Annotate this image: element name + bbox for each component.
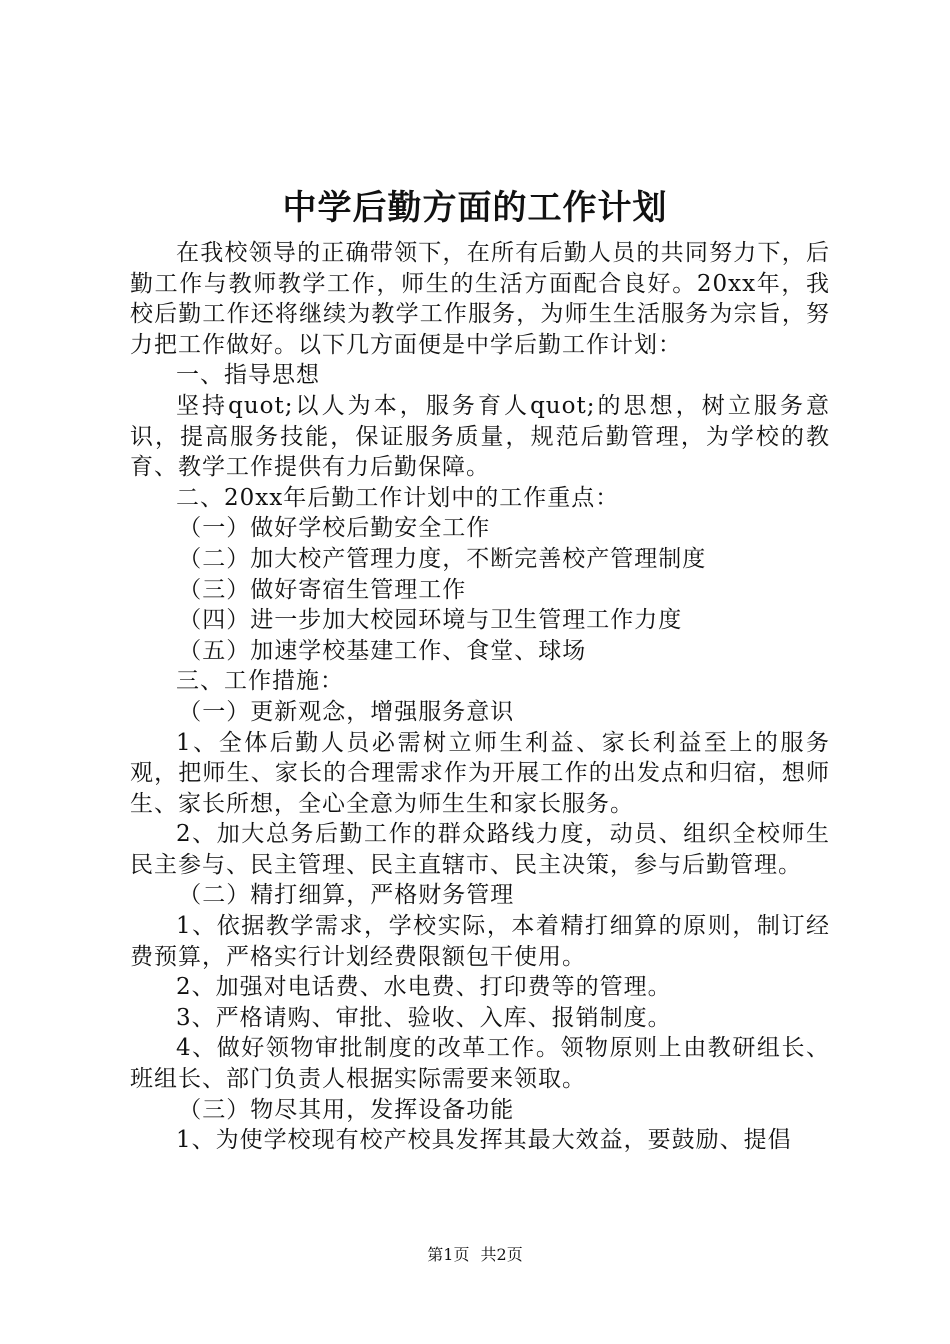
- page-number: 第1页: [427, 1245, 470, 1264]
- section-heading-key-points: 二、20xx年后勤工作计划中的工作重点：: [176, 484, 620, 511]
- paragraph-guiding-ideology: 坚持quot;以人为本，服务育人quot;的思想，树立服务意识，提高服务技能，保证服务质量，规范后勤管理，为学校的教育、教学工作提供有力后勤保障。: [130, 392, 830, 481]
- subsection-heading-1: （一）更新观念，增强服务意识: [178, 698, 515, 725]
- subsection-heading-2: （二）精打细算，严格财务管理: [178, 882, 515, 909]
- section-heading-guiding-ideology: 一、指导思想: [176, 362, 320, 389]
- list-item-key-point-1: （一）做好学校后勤安全工作: [178, 515, 491, 542]
- paragraph-measure-1-2: 2、加大总务后勤工作的群众路线力度，动员、组织全校师生民主参与、民主管理、民主直辖市、民主决策，参与后勤管理。: [130, 821, 830, 878]
- section-heading-measures: 三、工作措施：: [176, 668, 344, 695]
- paragraph-measure-2-4: 4、做好领物审批制度的改革工作。领物原则上由教研组长、班组长、部门负责人根据实际需要来领取。: [130, 1035, 830, 1093]
- document-title: 中学后勤方面的工作计划: [282, 188, 668, 228]
- subsection-heading-3: （三）物尽其用，发挥设备功能: [178, 1096, 515, 1123]
- paragraph-measure-2-2: 2、加强对电话费、水电费、打印费等的管理。: [176, 974, 672, 1001]
- list-item-key-point-4: （四）进一步加大校园环境与卫生管理工作力度: [178, 607, 683, 634]
- paragraph-measure-2-3: 3、严格请购、审批、验收、入库、报销制度。: [176, 1004, 672, 1031]
- paragraph-measure-2-1: 1、依据教学需求，学校实际，本着精打细算的原则，制订经费预算，严格实行计划经费限额包干使用。: [130, 913, 830, 970]
- page-footer: [0, 1244, 950, 1266]
- page-total: 共2页: [480, 1245, 523, 1264]
- list-item-key-point-3: （三）做好寄宿生管理工作: [178, 576, 467, 603]
- document-body: [130, 238, 830, 1156]
- paragraph-measure-1-1: 1、全体后勤人员必需树立师生利益、家长利益至上的服务观，把师生、家长的合理需求作为开展工作的出发点和归宿，想师生、家长所想，全心全意为师生生和家长服务。: [130, 729, 830, 817]
- paragraph-intro: 在我校领导的正确带领下，在所有后勤人员的共同努力下，后勤工作与教师教学工作，师生的生活方面配合良好。20xx年，我校后勤工作还将继续为教学工作服务，为师生生活服务为宗旨，努力把工作做好。以下几方面便是中学后勤工作计划：: [130, 240, 830, 358]
- list-item-key-point-5: （五）加速学校基建工作、食堂、球场: [178, 637, 587, 664]
- list-item-key-point-2: （二）加大校产管理力度，不断完善校产管理制度: [178, 545, 707, 572]
- paragraph-measure-3-1: 1、为使学校现有校产校具发挥其最大效益，要鼓励、提倡: [176, 1127, 792, 1154]
